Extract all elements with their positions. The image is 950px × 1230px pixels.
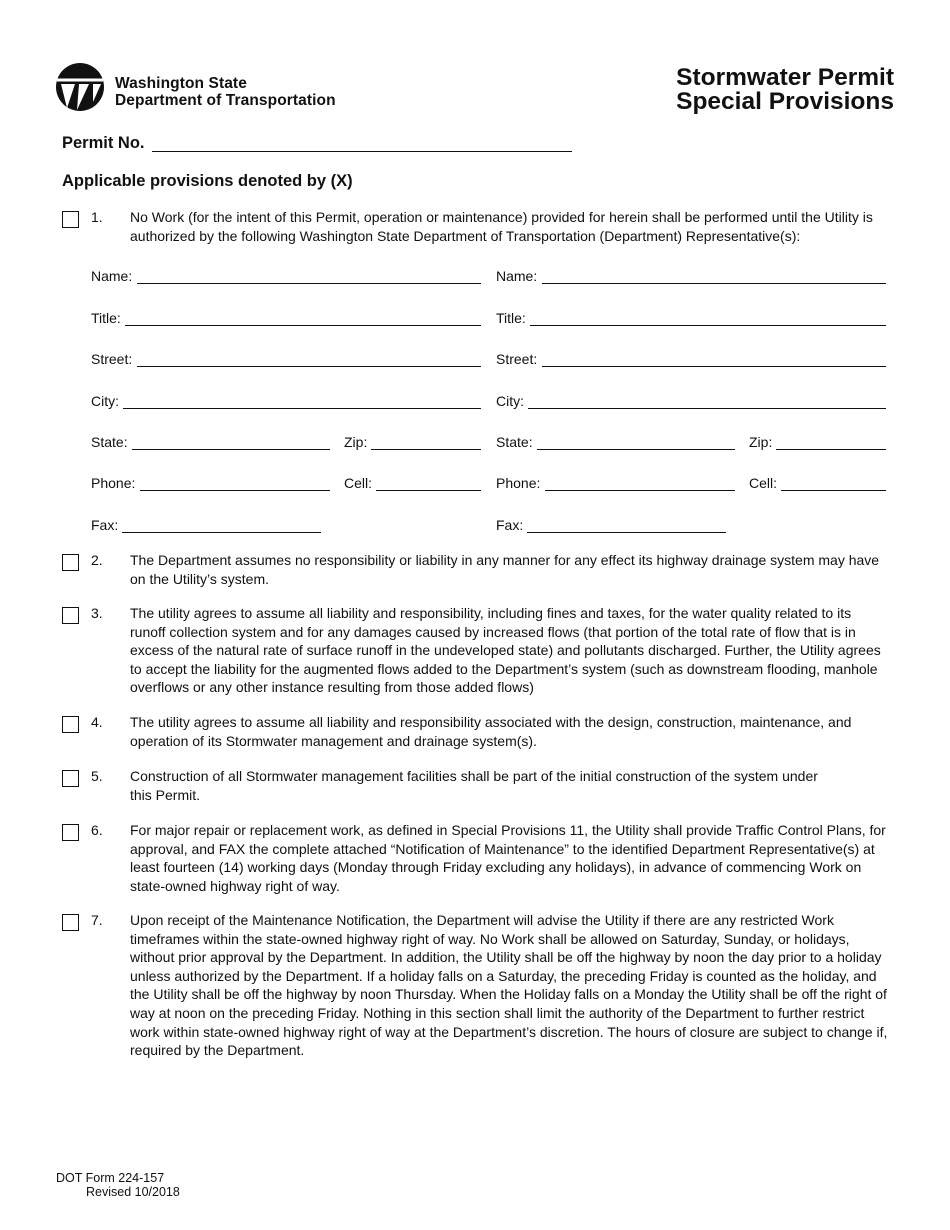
provision-1-checkbox[interactable] — [62, 211, 79, 228]
rep1-zip-field[interactable]: Zip: — [344, 434, 481, 454]
provision-7-checkbox[interactable] — [62, 914, 79, 931]
provision-7-number: 7. — [91, 912, 103, 928]
provision-3-number: 3. — [91, 605, 103, 621]
provision-5-number: 5. — [91, 768, 103, 784]
provision-2-number: 2. — [91, 552, 103, 568]
provision-6-number: 6. — [91, 822, 103, 838]
wsdot-logo — [55, 62, 375, 112]
provision-3-checkbox[interactable] — [62, 607, 79, 624]
provision-4-checkbox[interactable] — [62, 716, 79, 733]
rep2-state-field[interactable]: State: — [496, 434, 735, 454]
rep1-fax-field[interactable]: Fax: — [91, 517, 321, 537]
provision-7-text: Upon receipt of the Maintenance Notification, the Department will advise the Utility if there are any restricted Work timeframes within the state-owned highway right of way. No Work shall be allowed on Saturday, Sunday, or holidays, without prior approval by the Department. In addition, the Utility shall be off the highway by noon the day prior to a holiday unless authorized by the Department. If a holiday falls on a Saturday, the preceding Friday is counted as the holiday, and the Utility shall be off the highway by noon Thursday. When the Holiday falls on a Monday the Utility shall be off the right of way at noon on the preceding Friday. Nothing in this section shall limit the authority of the Department to further restrict work within state-owned highway right of way at the Department’s discretion. The hours of closure are subject to change if, required by the Department. — [130, 912, 888, 1059]
rep2-phone-field[interactable]: Phone: — [496, 475, 735, 495]
rep1-title-field[interactable]: Title: — [91, 310, 481, 330]
rep1-state-field[interactable]: State: — [91, 434, 330, 454]
provision-2-text: The Department assumes no responsibility or liability in any manner for any effect its highway drainage system may have on the Utility’s system. — [130, 552, 880, 587]
provisions-instruction: Applicable provisions denoted by (X) — [62, 172, 353, 190]
provision-4-number: 4. — [91, 714, 103, 730]
wsdot-logo-icon — [55, 62, 105, 112]
provision-3-text: The utility agrees to assume all liability and responsibility, including fines and taxes, for the water quality related to its runoff collection system and for any damages caused by increased flows (that portion of the total rate of flow that is in excess of the natural rate of surface runoff in the undeveloped state) and pollutants discharged. Further, the Utility agrees to accept the liability for the augmented flows added to the Department’s system (such as downstream flooding, manhole overflows or any other instance resulting from those added flows) — [130, 605, 881, 696]
permit-number-field — [62, 134, 572, 156]
rep2-title-field[interactable]: Title: — [496, 310, 886, 330]
rep1-city-field[interactable]: City: — [91, 393, 481, 413]
form-footer — [56, 1171, 180, 1199]
document-title: Stormwater Permit Special Provisions — [676, 64, 894, 115]
provision-2-checkbox[interactable] — [62, 554, 79, 571]
provision-5-text: Construction of all Stormwater management facilities shall be part of the initial construction of the system under this Permit. — [130, 768, 818, 803]
rep2-name-field[interactable]: Name: — [496, 268, 886, 288]
provision-6-text: For major repair or replacement work, as defined in Special Provisions 11, the Utility shall provide Traffic Control Plans, for approval, and FAX the complete attached “Notification of Maintenance” to the identified Department Representative(s) at least fourteen (14) working days (Monday through Friday excluding any holidays), in advance of commencing Work on state-owned highway right of way. — [130, 822, 886, 894]
permit-number-input[interactable] — [152, 151, 572, 152]
provision-1-number: 1. — [91, 209, 103, 225]
form-revision: Revised 10/2018 — [86, 1185, 180, 1199]
form-number: DOT Form 224-157 — [56, 1171, 165, 1185]
rep1-phone-field[interactable]: Phone: — [91, 475, 330, 495]
rep2-city-field[interactable]: City: — [496, 393, 886, 413]
provision-4-text: The utility agrees to assume all liability and responsibility associated with the design, construction, maintenance, and operation of its Stormwater management and drainage system(s). — [130, 714, 852, 749]
provision-6-checkbox[interactable] — [62, 824, 79, 841]
agency-name: Washington State Department of Transportation — [115, 75, 336, 109]
rep1-name-field[interactable]: Name: — [91, 268, 481, 288]
rep2-zip-field[interactable]: Zip: — [749, 434, 886, 454]
rep2-street-field[interactable]: Street: — [496, 351, 886, 371]
provision-5-checkbox[interactable] — [62, 770, 79, 787]
permit-number-label: Permit No. — [62, 134, 145, 152]
rep2-cell-field[interactable]: Cell: — [749, 475, 886, 495]
rep2-fax-field[interactable]: Fax: — [496, 517, 726, 537]
rep1-cell-field[interactable]: Cell: — [344, 475, 481, 495]
rep1-street-field[interactable]: Street: — [91, 351, 481, 371]
provision-1-text: No Work (for the intent of this Permit, operation or maintenance) provided for herein shall be performed until the Utility is authorized by the following Washington State Department of Transportation (Department) Representative(s): — [130, 209, 873, 244]
